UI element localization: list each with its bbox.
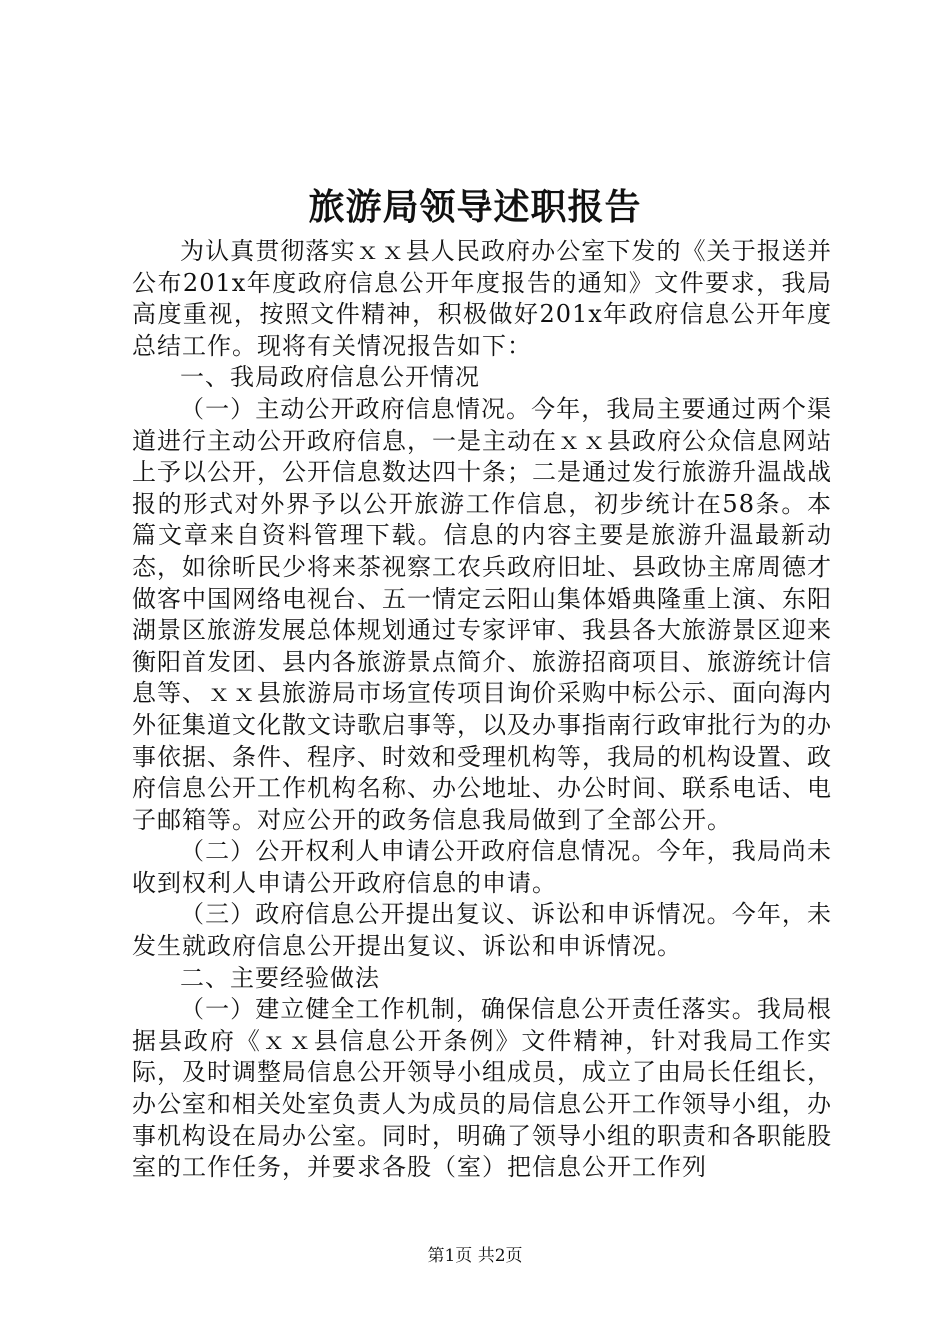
paragraph-1-3: （三）政府信息公开提出复议、诉讼和申诉情况。今年，未发生就政府信息公开提出复议、诉讼和申诉情况。 <box>132 900 832 961</box>
paragraph-1-2: （二）公开权利人申请公开政府信息情况。今年，我局尚未收到权利人申请公开政府信息的申请。 <box>132 837 832 897</box>
page-footer: 第1页 共2页 <box>427 1246 523 1266</box>
paragraph-intro: 为认真贯彻落实ｘｘ县人民政府办公室下发的《关于报送并公布201x年度政府信息公开年度报告的通知》文件要求，我局高度重视，按照文件精神，积极做好201x年政府信息公开年度总结工作。现将有关情况报告如下： <box>132 237 832 360</box>
paragraph-2-1: （一）建立健全工作机制，确保信息公开责任落实。我局根据县政府《ｘｘ县信息公开条例》文件精神，针对我局工作实际，及时调整局信息公开领导小组成员，成立了由局长任组长，办公室和相关处室负责人为成员的局信息公开工作领导小组，办事机构设在局办公室。同时，明确了领导小组的职责和各职能股室的工作任务，并要求各股（室）把信息公开工作列 <box>132 995 832 1182</box>
document-body <box>132 236 832 1184</box>
document-title: 旅游局领导述职报告 <box>308 186 642 228</box>
section-heading-1: 一、我局政府信息公开情况 <box>180 363 480 392</box>
paragraph-1-1: （一）主动公开政府信息情况。今年，我局主要通过两个渠道进行主动公开政府信息，一是主动在ｘｘ县政府公众信息网站上予以公开，公开信息数达四十条；二是通过发行旅游升温战战报的形式对外界予以公开旅游工作信息，初步统计在58条。本篇文章来自资料管理下载。信息的内容主要是旅游升温最新动态，如徐昕民少将来茶视察工农兵政府旧址、县政协主席周德才做客中国网络电视台、五一情定云阳山集体婚典隆重上演、东阳湖景区旅游发展总体规划通过专家评审、我县各大旅游景区迎来衡阳首发团、县内各旅游景点简介、旅游招商项目、旅游统计信息等、ｘｘ县旅游局市场宣传项目询价采购中标公示、面向海内外征集道文化散文诗歌启事等，以及办事指南行政审批行为的办事依据、条件、程序、时效和受理机构等，我局的机构设置、政府信息公开工作机构名称、办公地址、办公时间、联系电话、电子邮箱等。对应公开的政务信息我局做到了全部公开。 <box>132 394 832 834</box>
section-heading-2: 二、主要经验做法 <box>180 963 380 992</box>
